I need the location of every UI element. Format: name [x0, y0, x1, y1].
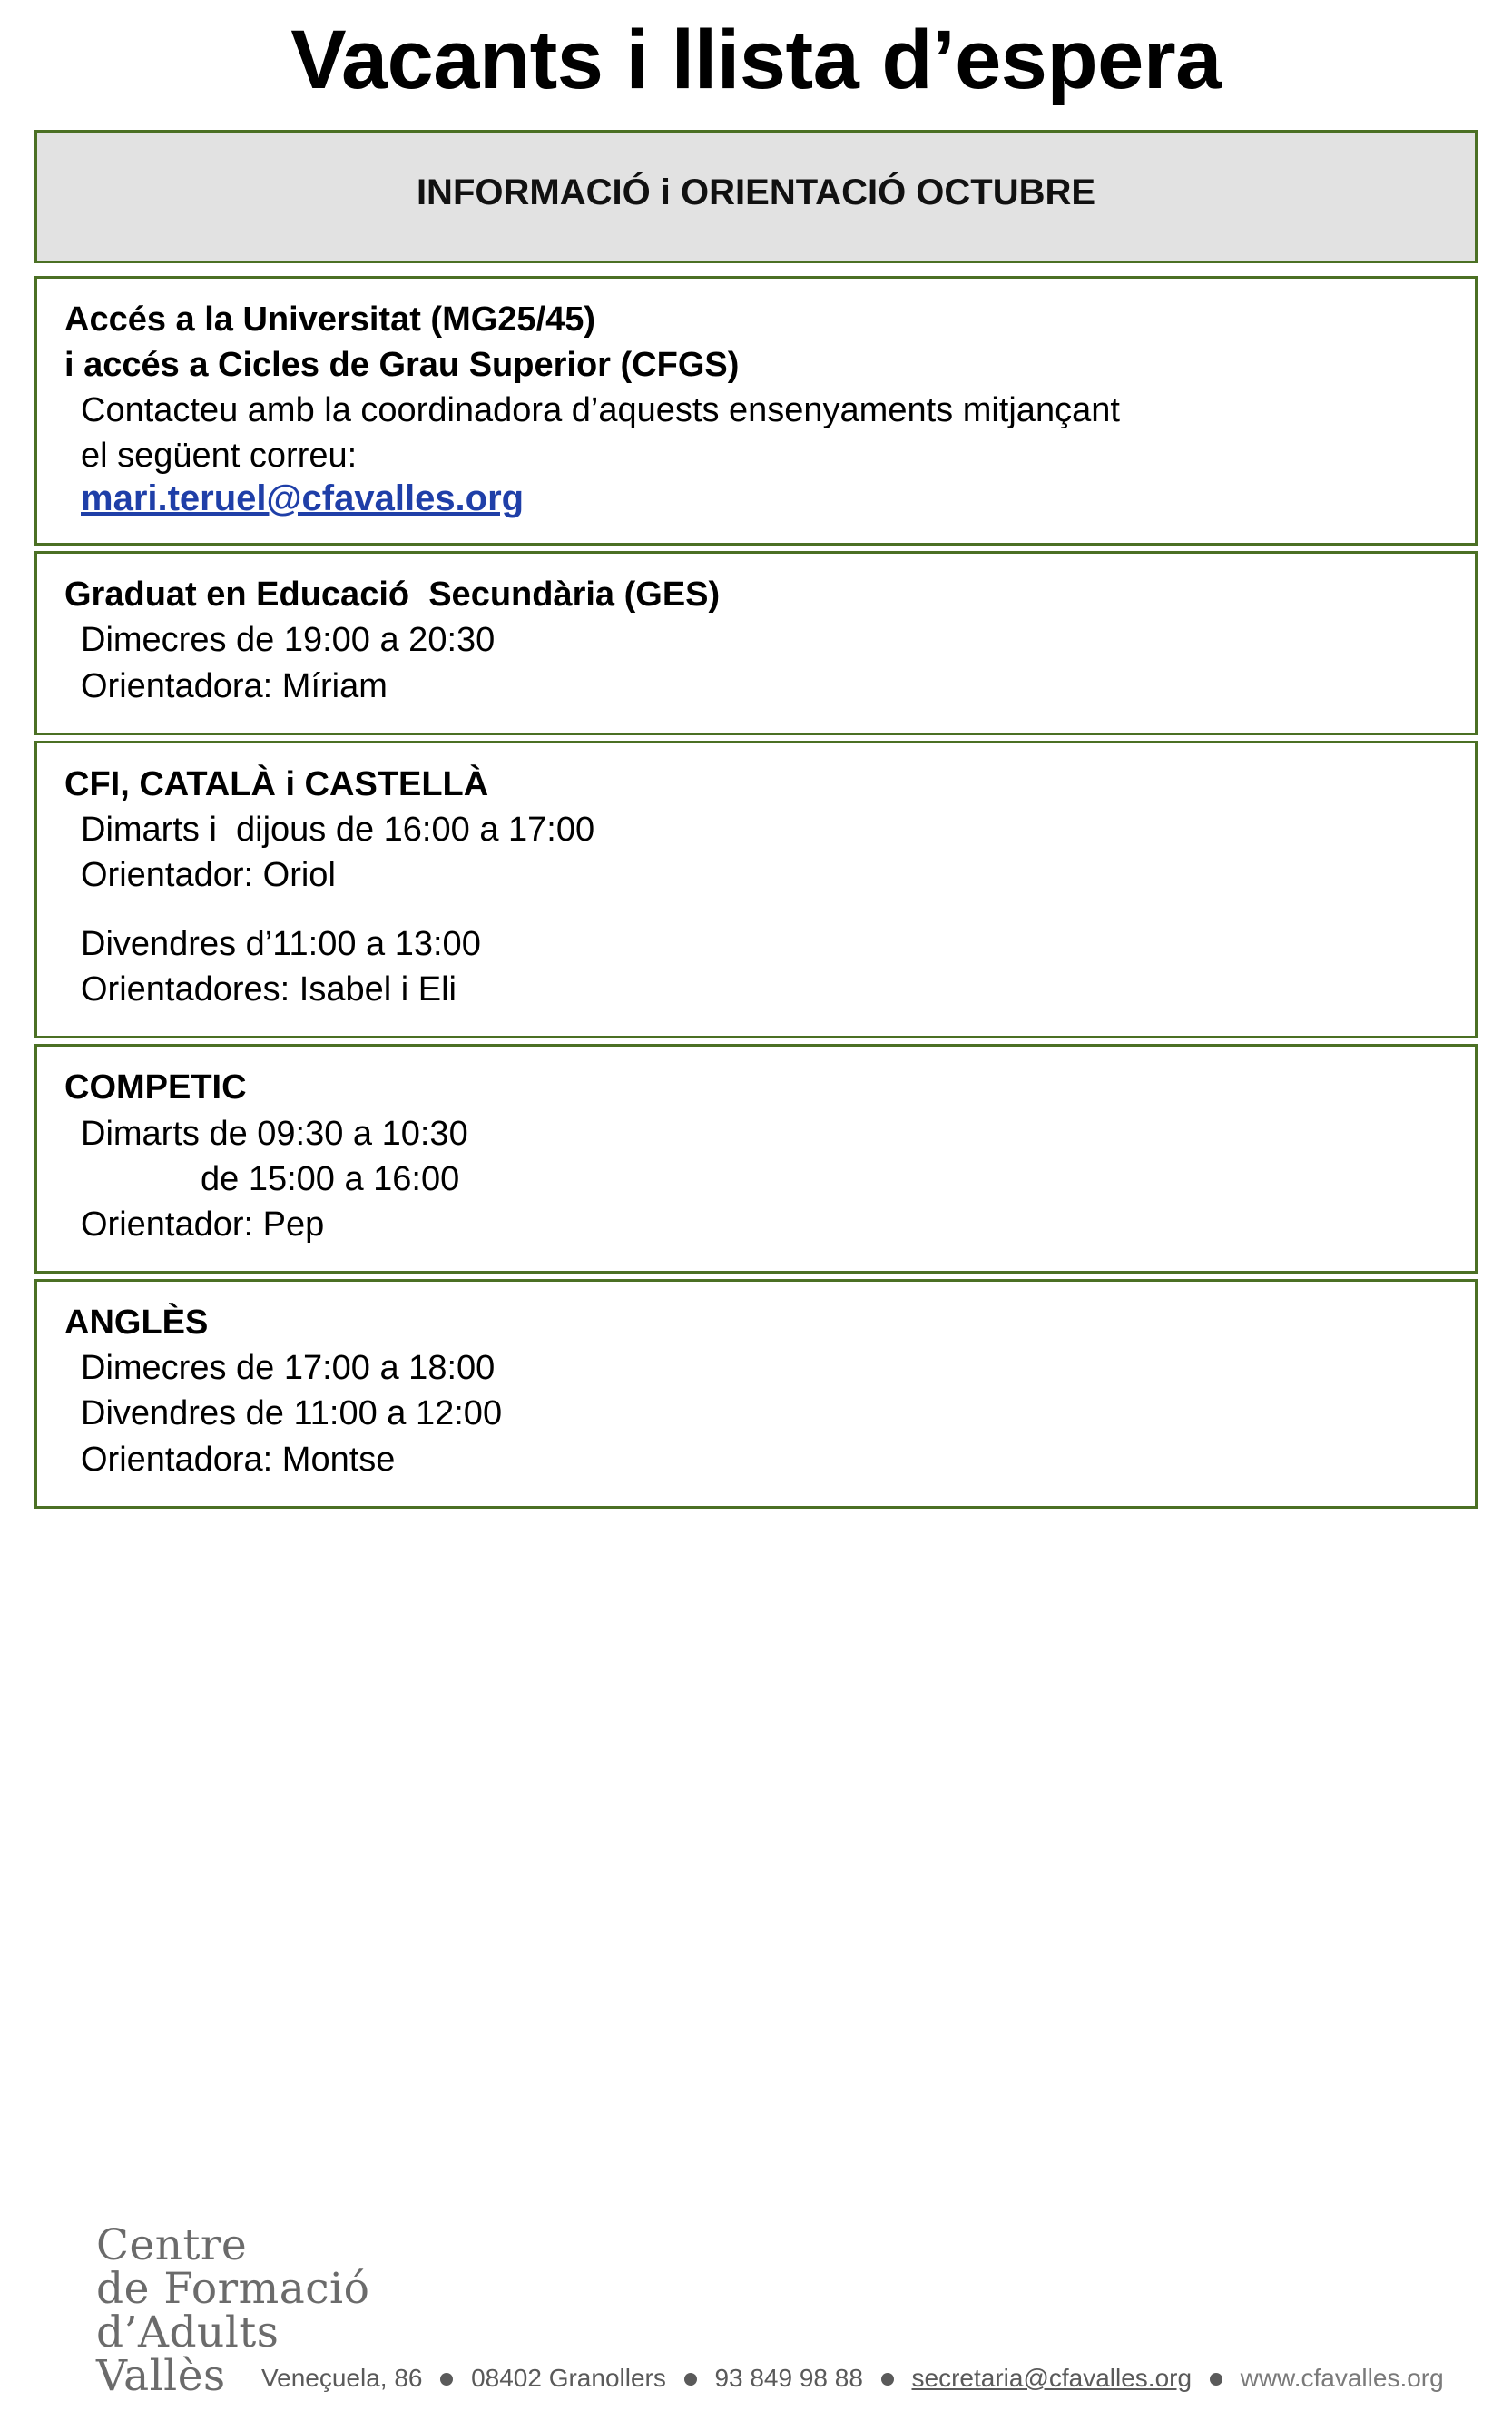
section-competic-heading: COMPETIC [64, 1068, 247, 1107]
section-cfi-staff-2: Orientadores: Isabel i Eli [81, 970, 457, 1009]
footer-email-link[interactable]: secretaria@cfavalles.org [911, 2364, 1193, 2392]
footer-website-link[interactable]: www.cfavalles.org [1240, 2364, 1444, 2392]
logo-line-3: d’Adults [96, 2308, 280, 2358]
section-cfi-spacer [64, 898, 1448, 921]
section-angles-staff: Orientadora: Montse [81, 1440, 396, 1479]
bullet-icon [684, 2373, 697, 2386]
section-ges-staff: Orientadora: Míriam [81, 666, 388, 705]
banner-box [34, 130, 1478, 263]
footer-contact-bar [261, 2364, 1444, 2393]
section-ges [34, 551, 1478, 734]
banner-text: INFORMACIÓ i ORIENTACIÓ OCTUBRE [416, 172, 1096, 212]
section-universitat-heading-1: Accés a la Universitat (MG25/45) [64, 300, 596, 339]
section-universitat-heading-2: i accés a Cicles de Grau Superior (CFGS) [64, 345, 740, 384]
section-universitat-body-2: el següent correu: [81, 437, 358, 476]
bullet-icon [440, 2373, 453, 2386]
section-cfi-schedule-2: Divendres d’11:00 a 13:00 [81, 925, 481, 964]
logo-line-4: Vallès [96, 2351, 226, 2402]
section-competic-schedule-2: de 15:00 a 16:00 [201, 1159, 460, 1198]
bullet-icon [1210, 2373, 1222, 2386]
page-title: Vacants i llista d’espera [290, 14, 1222, 106]
section-angles-schedule-1: Dimecres de 17:00 a 18:00 [81, 1349, 496, 1388]
section-universitat-body-1: Contacteu amb la coordinadora d’aquests ensenyaments mitjançant [81, 390, 1120, 429]
footer-city: 08402 Granollers [471, 2364, 666, 2392]
footer-address: Veneçuela, 86 [261, 2364, 423, 2392]
section-angles-schedule-2: Divendres de 11:00 a 12:00 [81, 1394, 503, 1433]
section-ges-schedule: Dimecres de 19:00 a 20:30 [81, 621, 496, 660]
section-angles [34, 1279, 1478, 1509]
bullet-icon [881, 2373, 894, 2386]
section-cfi-schedule-1: Dimarts i dijous de 16:00 a 17:00 [81, 810, 595, 849]
footer-phone: 93 849 98 88 [714, 2364, 863, 2392]
section-cfi-catala-castella [34, 741, 1478, 1039]
footer [34, 2213, 1478, 2404]
section-cfi-staff-1: Orientador: Oriol [81, 856, 336, 894]
coordinator-email-link[interactable]: mari.teruel@cfavalles.org [81, 478, 525, 519]
logo-line-2: de Formació [96, 2264, 370, 2315]
section-angles-heading: ANGLÈS [64, 1304, 209, 1343]
section-competic-staff: Orientador: Pep [81, 1205, 325, 1244]
section-universitat [34, 276, 1478, 546]
section-competic-schedule-1: Dimarts de 09:30 a 10:30 [81, 1114, 468, 1153]
section-competic [34, 1044, 1478, 1274]
poster-page [0, 16, 1512, 2411]
section-ges-heading: Graduat en Educació Secundària (GES) [64, 576, 721, 615]
logo-line-1: Centre [96, 2220, 248, 2271]
section-cfi-heading: CFI, CATALÀ i CASTELLÀ [64, 764, 489, 803]
